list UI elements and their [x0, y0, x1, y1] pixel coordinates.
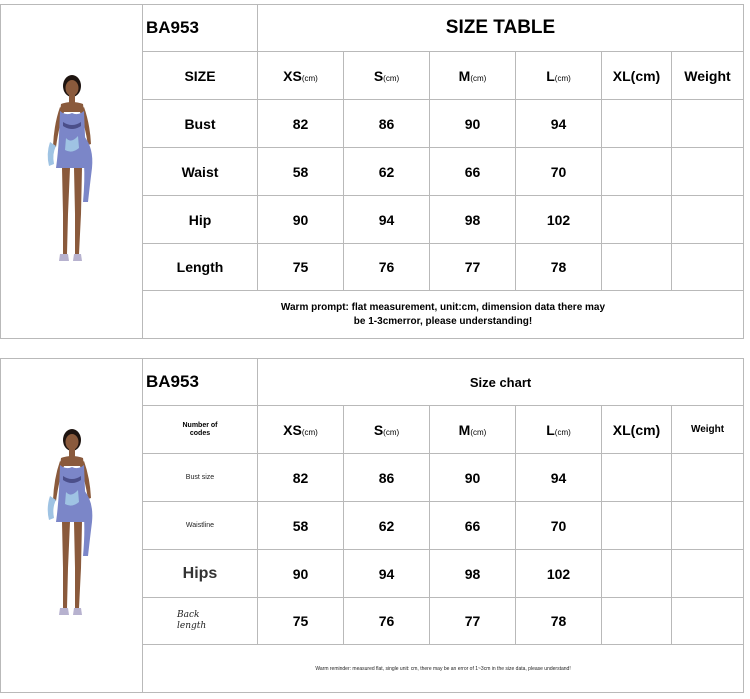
model-photo-cell	[1, 359, 143, 693]
unit-label: (cm)	[301, 73, 318, 83]
unit-label: (cm)	[554, 73, 571, 83]
size-table-panel-bottom	[0, 358, 750, 692]
cell-empty	[672, 454, 744, 502]
weight-header: Weight	[672, 406, 744, 454]
size-header-line-2: codes	[189, 429, 211, 437]
size-s-header	[344, 52, 430, 100]
cell-value: 77	[430, 598, 516, 645]
unit-label: (cm)	[383, 427, 400, 437]
cell-value: 66	[430, 502, 516, 550]
cell-empty	[672, 598, 744, 645]
size-l-label: L	[546, 67, 555, 84]
cell-empty	[672, 244, 744, 291]
cell-empty	[602, 502, 672, 550]
size-s-label: S	[373, 421, 384, 438]
row-label-hip: Hip	[143, 196, 258, 244]
size-s-header	[344, 406, 430, 454]
row-label-waistline: Waistline	[143, 502, 258, 550]
table-title: SIZE TABLE	[258, 5, 744, 52]
cell-value: 62	[344, 148, 430, 196]
cell-empty	[672, 550, 744, 598]
row-label-bust: Bust	[143, 100, 258, 148]
size-xs-label: XS	[283, 421, 302, 438]
cell-value: 66	[430, 148, 516, 196]
cell-value: 90	[430, 454, 516, 502]
cell-value: 102	[516, 550, 602, 598]
row-label-hips: Hips	[143, 550, 258, 598]
size-s-label: S	[373, 67, 384, 84]
table-title: Size chart	[258, 359, 744, 406]
cell-empty	[602, 244, 672, 291]
cell-value: 70	[516, 148, 602, 196]
size-l-header	[516, 52, 602, 100]
cell-value: 76	[344, 598, 430, 645]
size-xs-header	[258, 406, 344, 454]
size-header	[143, 406, 258, 454]
cell-empty	[602, 550, 672, 598]
cell-value: 75	[258, 598, 344, 645]
size-m-header	[430, 52, 516, 100]
row-label-back-length	[143, 598, 258, 645]
size-xl-header: XL(cm)	[602, 52, 672, 100]
size-xs-header	[258, 52, 344, 100]
cell-value: 75	[258, 244, 344, 291]
model-figure-image	[32, 418, 112, 633]
cell-value: 98	[430, 196, 516, 244]
cell-value: 90	[258, 550, 344, 598]
size-header: SIZE	[143, 52, 258, 100]
cell-empty	[602, 148, 672, 196]
cell-value: 94	[516, 454, 602, 502]
size-m-label: M	[458, 67, 471, 84]
cell-value: 58	[258, 502, 344, 550]
row-label-waist: Waist	[143, 148, 258, 196]
cell-value: 62	[344, 502, 430, 550]
back-length-line-1: Back	[177, 610, 200, 620]
cell-empty	[602, 196, 672, 244]
size-xl-header: XL(cm)	[602, 406, 672, 454]
size-m-header	[430, 406, 516, 454]
model-photo-cell	[1, 5, 143, 339]
unit-label: (cm)	[301, 427, 318, 437]
size-xs-label: XS	[283, 67, 302, 84]
cell-value: 94	[344, 196, 430, 244]
product-code: BA953	[143, 5, 258, 52]
cell-empty	[672, 196, 744, 244]
cell-value: 82	[258, 454, 344, 502]
cell-value: 90	[430, 100, 516, 148]
cell-empty	[672, 502, 744, 550]
measurement-note: Warm reminder: measured flat, single unit: cm, there may be an error of 1~3cm in the size data, please understand!	[143, 645, 744, 693]
size-table-bottom	[0, 358, 744, 693]
cell-value: 86	[344, 454, 430, 502]
unit-label: (cm)	[383, 73, 400, 83]
cell-value: 76	[344, 244, 430, 291]
cell-value: 90	[258, 196, 344, 244]
size-header-line-1: Number of	[182, 421, 218, 429]
cell-value: 86	[344, 100, 430, 148]
unit-label: (cm)	[470, 73, 487, 83]
cell-empty	[672, 148, 744, 196]
cell-value: 94	[344, 550, 430, 598]
note-line-1: Warm prompt: flat measurement, unit:cm, dimension data there may	[280, 301, 606, 313]
size-l-label: L	[546, 421, 555, 438]
product-code: BA953	[143, 359, 258, 406]
cell-value: 78	[516, 598, 602, 645]
row-label-bust-size: Bust size	[143, 454, 258, 502]
cell-empty	[672, 100, 744, 148]
cell-value: 94	[516, 100, 602, 148]
size-table-panel-top	[0, 4, 750, 338]
cell-empty	[602, 100, 672, 148]
note-line-2: be 1-3cmerror, please understanding!	[353, 315, 533, 327]
back-length-line-2: length	[177, 621, 207, 631]
cell-value: 78	[516, 244, 602, 291]
unit-label: (cm)	[554, 427, 571, 437]
row-label-length: Length	[143, 244, 258, 291]
size-m-label: M	[458, 421, 471, 438]
unit-label: (cm)	[470, 427, 487, 437]
cell-value: 98	[430, 550, 516, 598]
cell-empty	[602, 598, 672, 645]
cell-empty	[602, 454, 672, 502]
size-l-header	[516, 406, 602, 454]
size-table-top	[0, 4, 744, 339]
model-figure-image	[32, 64, 112, 279]
measurement-note	[143, 291, 744, 339]
cell-value: 70	[516, 502, 602, 550]
cell-value: 58	[258, 148, 344, 196]
cell-value: 77	[430, 244, 516, 291]
weight-header: Weight	[672, 52, 744, 100]
cell-value: 102	[516, 196, 602, 244]
cell-value: 82	[258, 100, 344, 148]
